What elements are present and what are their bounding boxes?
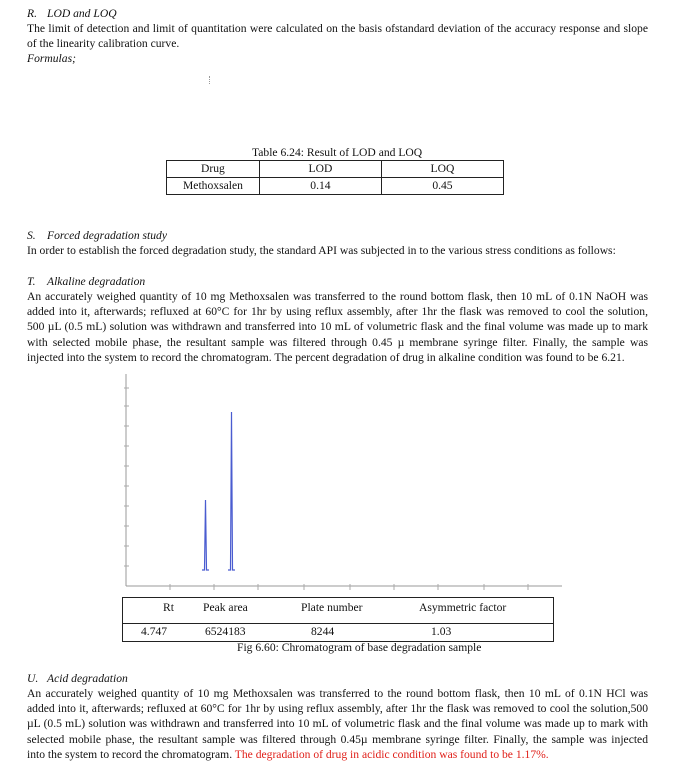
acid-paragraph (27, 686, 648, 762)
acid-conclusion-plain: into the system to record the chromatogram. (27, 747, 235, 761)
result-cell-asymmetric-factor: 1.03 (431, 625, 452, 638)
table-header-cell: LOD (259, 161, 381, 178)
chromatogram-result-table (122, 597, 554, 642)
section-title: Acid degradation (47, 672, 128, 685)
table-caption: Table 6.24: Result of LOD and LOQ (252, 146, 423, 159)
figure-caption: Fig 6.60: Chromatogram of base degradation sample (237, 641, 482, 654)
result-header-rt: Rt (163, 601, 174, 614)
table-cell: 0.45 (381, 178, 503, 195)
section-heading-lod (27, 6, 117, 21)
table-cell: 0.14 (259, 178, 381, 195)
paragraph-line (27, 747, 648, 762)
alkaline-paragraph (27, 289, 648, 365)
acid-conclusion-highlight: The degradation of drug in acidic condition was found to be 1.17%. (234, 747, 549, 761)
paragraph-line: with selected mobile phase, the resultant sample was filtered through 0.45 µ membrane syringe filter. Finally, the sample was (27, 335, 648, 349)
section-title: Forced degradation study (47, 229, 167, 242)
table-header-cell: Drug (167, 161, 260, 178)
formula-image-placeholder (209, 76, 211, 84)
section-title: Alkaline degradation (47, 275, 146, 288)
lod-paragraph (27, 21, 648, 51)
section-title: LOD and LOQ (47, 7, 117, 20)
lod-loq-table (166, 160, 504, 195)
section-heading-alkaline (27, 274, 145, 289)
forced-paragraph: In order to establish the forced degradation study, the standard API was subjected in to the various stress conditions as follows: (27, 244, 616, 257)
chromatogram-peak-2 (228, 412, 235, 570)
paragraph-line: selected mobile phase, the resultant sample was filtered through 0.45µ membrane syringe filter. Finally, the sample was injected (27, 732, 648, 746)
table-header-cell: LOQ (381, 161, 503, 178)
result-cell-rt: 4.747 (141, 625, 168, 638)
paragraph-line: 500 µL (0.5 mL) solution was withdrawn and transferred into 10 mL of volumetric flask and the final volume was made up to mark (27, 320, 648, 334)
chromatogram-plot (118, 370, 566, 598)
chromatogram-peak-1 (202, 500, 209, 570)
result-cell-peak-area: 6524183 (205, 625, 246, 638)
result-row-divider (123, 623, 553, 624)
result-header-asymmetric-factor: Asymmetric factor (419, 601, 507, 614)
paragraph-line: An accurately weighed quantity of 10 mg Methoxsalen was transferred to the round bottom flask, then 10 mL of 0.1N HCl was (27, 687, 648, 700)
section-letter: S. (27, 229, 36, 242)
table-cell: Methoxsalen (167, 178, 260, 195)
table-row (167, 178, 504, 195)
paragraph-line: µL (0.5 mL) solution was withdrawn and transferred into 10 mL of volumetric flask and the final volume was made up to mark with (27, 717, 648, 731)
section-letter: T. (27, 275, 36, 288)
result-cell-plate-number: 8244 (311, 625, 335, 638)
paragraph-line: The limit of detection and limit of quantitation were calculated on the basis ofstandard deviation of the accuracy response and slope (27, 22, 648, 35)
section-heading-forced (27, 228, 167, 243)
section-heading-acid (27, 671, 128, 686)
paragraph-line: injected into the system to record the chromatogram. The percent degradation of drug in alkaline condition was found to be 6.21. (27, 350, 625, 364)
result-header-peak-area: Peak area (203, 601, 248, 614)
result-header-plate-number: Plate number (301, 601, 363, 614)
section-letter: R. (27, 7, 37, 20)
paragraph-line: An accurately weighed quantity of 10 mg Methoxsalen was transferred to the round bottom flask, then 10 mL of 0.1N NaOH was (27, 290, 648, 303)
paragraph-line: added into it, afterwards; refluxed at 60°C for 1hr by using reflux assembly, after 1hr the flask was removed to cool the solution,500 (27, 702, 648, 716)
x-ticks (170, 584, 528, 590)
section-letter: U. (27, 672, 39, 685)
formulas-label: Formulas; (27, 52, 76, 65)
paragraph-line: of the linearity calibration curve. (27, 37, 180, 51)
paragraph-line: added into it, afterwards; refluxed at 60°C for 1hr by using reflux assembly, after 1hr the flask was removed to cool the solution, (27, 305, 648, 319)
table-header-row (167, 161, 504, 178)
